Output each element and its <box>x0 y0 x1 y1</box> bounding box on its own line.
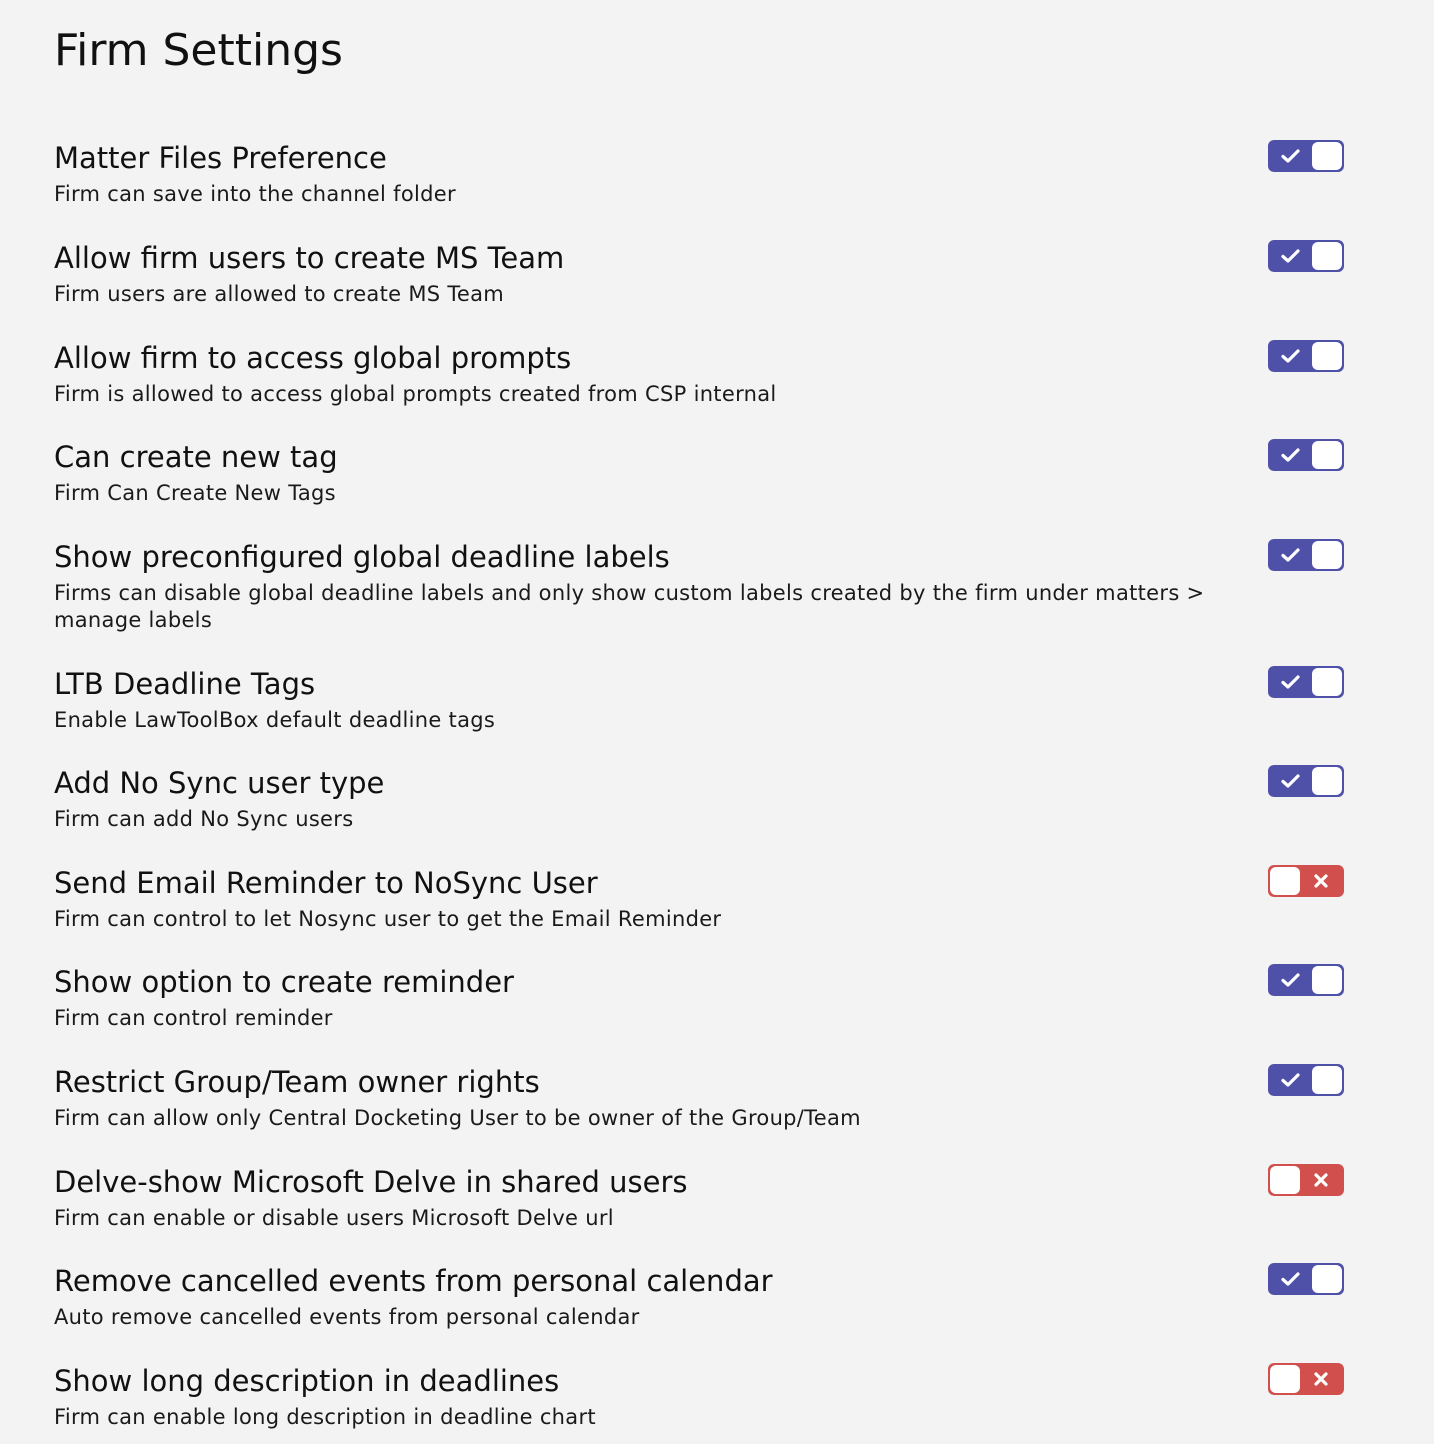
setting-description: Enable LawToolBox default deadline tags <box>54 708 496 732</box>
setting-row-ltb-deadline-tags <box>54 667 1354 734</box>
toggle-global-deadline-labels[interactable] <box>1268 539 1344 571</box>
setting-title: Restrict Group/Team owner rights <box>54 1065 540 1099</box>
setting-description: Firm Can Create New Tags <box>54 481 336 505</box>
setting-row-no-sync-user-type <box>54 766 1354 833</box>
check-icon <box>1274 670 1308 694</box>
check-icon <box>1274 1068 1308 1092</box>
toggle-matter-files-preference[interactable] <box>1268 140 1344 172</box>
check-icon <box>1274 543 1308 567</box>
setting-row-create-reminder <box>54 965 1354 1032</box>
toggle-create-reminder[interactable] <box>1268 964 1344 996</box>
setting-title: Send Email Reminder to NoSync User <box>54 866 598 900</box>
toggle-knob <box>1312 441 1342 469</box>
check-icon <box>1274 769 1308 793</box>
check-icon <box>1274 144 1308 168</box>
toggle-knob <box>1270 867 1300 895</box>
setting-title: Can create new tag <box>54 440 338 474</box>
check-icon <box>1274 968 1308 992</box>
setting-row-global-deadline-labels <box>54 540 1354 634</box>
setting-title: Delve-show Microsoft Delve in shared users <box>54 1165 688 1199</box>
toggle-knob <box>1312 767 1342 795</box>
setting-description: Firms can disable global deadline labels and only show custom labels created by the firm under matters > manage labels <box>54 581 1205 632</box>
setting-title: Show preconfigured global deadline labels <box>54 540 670 574</box>
setting-description: Firm users are allowed to create MS Team <box>54 282 505 306</box>
setting-row-allow-ms-team <box>54 241 1354 308</box>
setting-description: Firm can control reminder <box>54 1006 333 1030</box>
toggle-knob <box>1312 242 1342 270</box>
setting-row-email-reminder-nosync <box>54 866 1354 933</box>
x-icon <box>1304 1168 1338 1192</box>
setting-title: Matter Files Preference <box>54 141 387 175</box>
setting-description: Firm can enable or disable users Microsoft Delve url <box>54 1206 614 1230</box>
setting-title: LTB Deadline Tags <box>54 667 316 701</box>
toggle-knob <box>1270 1166 1300 1194</box>
setting-title: Remove cancelled events from personal calendar <box>54 1264 773 1298</box>
setting-row-delve-shared-users <box>54 1165 1354 1232</box>
toggle-ltb-deadline-tags[interactable] <box>1268 666 1344 698</box>
setting-description: Firm can save into the channel folder <box>54 182 456 206</box>
toggle-create-new-tag[interactable] <box>1268 439 1344 471</box>
toggle-remove-cancelled-events[interactable] <box>1268 1263 1344 1295</box>
toggle-restrict-owner-rights[interactable] <box>1268 1064 1344 1096</box>
toggle-email-reminder-nosync[interactable] <box>1268 865 1344 897</box>
setting-title: Allow firm users to create MS Team <box>54 241 565 275</box>
check-icon <box>1274 344 1308 368</box>
toggle-knob <box>1312 541 1342 569</box>
setting-description: Firm can add No Sync users <box>54 807 354 831</box>
setting-row-restrict-owner-rights <box>54 1065 1354 1132</box>
toggle-knob <box>1312 142 1342 170</box>
setting-row-create-new-tag <box>54 440 1354 507</box>
setting-title: Show long description in deadlines <box>54 1364 560 1398</box>
setting-row-long-description <box>54 1364 1354 1431</box>
toggle-knob <box>1312 1265 1342 1293</box>
x-icon <box>1304 1367 1338 1391</box>
setting-description: Firm can enable long description in deadline chart <box>54 1405 596 1429</box>
setting-row-global-prompts <box>54 341 1354 408</box>
toggle-knob <box>1312 1066 1342 1094</box>
toggle-knob <box>1312 668 1342 696</box>
toggle-knob <box>1312 966 1342 994</box>
setting-description: Firm can control to let Nosync user to get the Email Reminder <box>54 907 722 931</box>
x-icon <box>1304 869 1338 893</box>
page-title: Firm Settings <box>54 25 343 76</box>
setting-row-matter-files-preference <box>54 141 1354 208</box>
setting-description: Auto remove cancelled events from personal calendar <box>54 1305 640 1329</box>
toggle-allow-ms-team[interactable] <box>1268 240 1344 272</box>
setting-title: Add No Sync user type <box>54 766 385 800</box>
toggle-long-description[interactable] <box>1268 1363 1344 1395</box>
toggle-delve-shared-users[interactable] <box>1268 1164 1344 1196</box>
setting-title: Allow firm to access global prompts <box>54 341 572 375</box>
check-icon <box>1274 1267 1308 1291</box>
toggle-knob <box>1312 342 1342 370</box>
setting-title: Show option to create reminder <box>54 965 514 999</box>
setting-description: Firm can allow only Central Docketing User to be owner of the Group/Team <box>54 1106 861 1130</box>
toggle-knob <box>1270 1365 1300 1393</box>
setting-row-remove-cancelled-events <box>54 1264 1354 1331</box>
check-icon <box>1274 244 1308 268</box>
setting-description: Firm is allowed to access global prompts created from CSP internal <box>54 382 777 406</box>
toggle-no-sync-user-type[interactable] <box>1268 765 1344 797</box>
check-icon <box>1274 443 1308 467</box>
toggle-global-prompts[interactable] <box>1268 340 1344 372</box>
